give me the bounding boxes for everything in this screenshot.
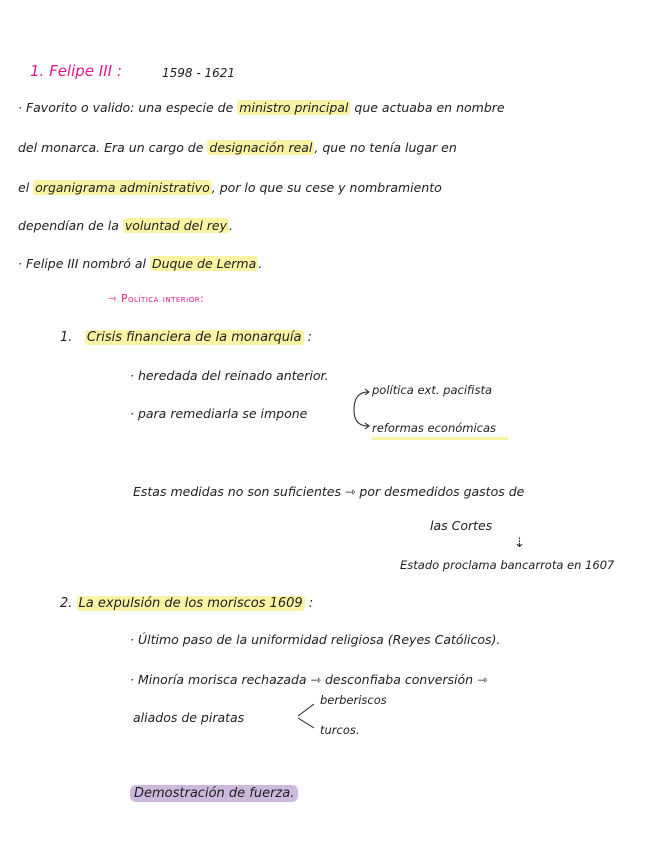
- expulsion-title: [60, 596, 313, 612]
- expulsion-demostracion: [130, 786, 298, 802]
- highlight-reformas-underline: [372, 437, 508, 440]
- highlight-crisis-financiera: Crisis financiera de la monarquía: [86, 330, 302, 345]
- valido-line-3-text-a: el: [18, 180, 30, 195]
- valido-line-2-text-c: , que no tenía lugar en: [314, 140, 457, 155]
- crisis-las-cortes: las Cortes: [430, 518, 493, 533]
- branch-lines-piratas: [294, 698, 320, 734]
- crisis-item-remediarla: · para remediarla se impone: [130, 406, 308, 421]
- arrow-down-icon: ⇣: [514, 536, 525, 551]
- valido-line-3: [18, 180, 442, 196]
- crisis-item-heredada: · heredada del reinado anterior.: [130, 368, 329, 383]
- expulsion-number: 2.: [60, 596, 73, 611]
- expulsion-colon: :: [308, 596, 314, 611]
- crisis-colon: :: [307, 330, 313, 345]
- nombro-text-a: · Felipe III nombró al: [18, 256, 146, 271]
- expulsion-item-ultimo-paso: · Último paso de la uniformidad religiosa (Reyes Católicos).: [130, 632, 501, 647]
- crisis-estas-medidas: Estas medidas no son suficientes ⇾ por desmedidos gastos de: [133, 484, 525, 499]
- valido-line-1: [18, 100, 505, 116]
- crisis-number: 1.: [60, 330, 73, 345]
- branch-politica-pacifista: política ext. pacifista: [372, 383, 492, 397]
- valido-line-3-text-c: , por lo que su cese y nombramiento: [211, 180, 442, 195]
- heading-title: [30, 63, 122, 79]
- highlight-duque-lerma: Duque de Lerma: [151, 256, 257, 271]
- politica-interior-heading: ⇾ Política interior:: [108, 293, 205, 305]
- valido-line-4-text-c: .: [229, 218, 233, 233]
- valido-line-2-text-a: del monarca. Era un cargo de: [18, 140, 204, 155]
- valido-line-1-text-c: que actuaba en nombre: [354, 100, 505, 115]
- expulsion-item-minoria: · Minoría morisca rechazada ⇾ desconfiaba conversión ⇾: [130, 672, 488, 687]
- highlight-designacion-real: designación real: [209, 140, 313, 155]
- heading-title-text: 1. Felipe III :: [30, 62, 122, 80]
- highlight-demostracion-fuerza: Demostración de fuerza.: [130, 785, 298, 802]
- highlight-expulsion-moriscos: La expulsión de los moriscos 1609: [78, 596, 303, 611]
- crisis-title: [60, 330, 312, 346]
- heading-years: 1598 - 1621: [162, 66, 236, 80]
- valido-line-2: [18, 140, 457, 156]
- branch-reformas-economicas: reformas económicas: [372, 421, 497, 435]
- expulsion-aliados-piratas: aliados de piratas: [133, 710, 245, 725]
- branch-turcos: turcos.: [320, 723, 360, 737]
- valido-line-4-text-a: dependían de la: [18, 218, 119, 233]
- highlight-ministro-principal: ministro principal: [239, 100, 349, 115]
- branch-berberiscos: berberiscos: [320, 693, 387, 707]
- highlight-organigrama: organigrama administrativo: [35, 180, 210, 195]
- nombro-line: [18, 256, 262, 272]
- nombro-text-c: .: [258, 256, 263, 271]
- valido-line-4: [18, 218, 233, 234]
- valido-line-1-text-a: · Favorito o valido: una especie de: [18, 100, 234, 115]
- highlight-voluntad-rey: voluntad del rey: [124, 218, 227, 233]
- crisis-bancarrota: Estado proclama bancarrota en 1607: [400, 558, 615, 572]
